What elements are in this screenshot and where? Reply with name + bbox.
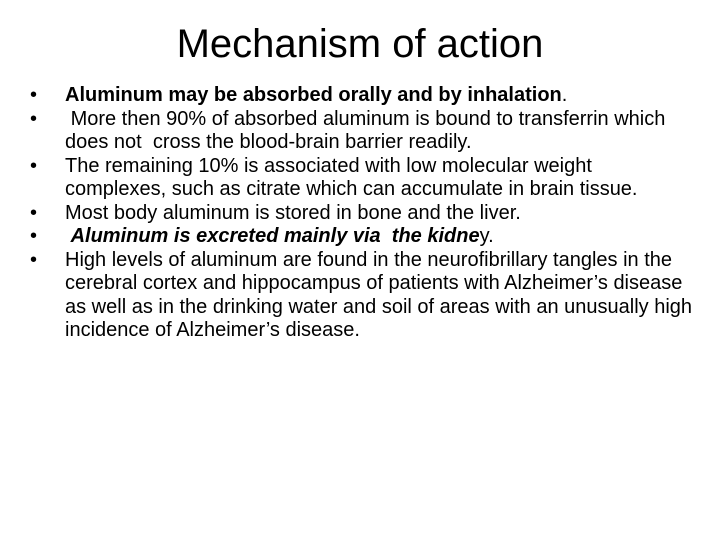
bullet-icon: • xyxy=(30,248,38,271)
bullet-text-bold: Aluminum may be absorbed orally and by inhalation xyxy=(65,84,562,106)
bullet-text: The remaining 10% is associated with low molecular weight complexes, such as citrate which can accumulate in brain tissue. xyxy=(65,154,638,200)
bullet-text-tail: . xyxy=(561,84,568,106)
bullet-item-transferrin xyxy=(30,108,698,155)
bullet-icon: • xyxy=(30,225,38,247)
bullet-text: More then 90% of absorbed aluminum is bound to transferrin which does not cross the blood-brain barrier readily. xyxy=(65,107,671,153)
bullet-item-absorption xyxy=(30,84,698,108)
bullet-icon: • xyxy=(30,154,38,177)
bullet-text-bold-italic: Aluminum is excreted mainly via the kidne xyxy=(65,225,480,247)
bullet-item-excretion xyxy=(30,225,698,249)
bullet-icon: • xyxy=(30,84,38,106)
bullet-item-storage xyxy=(30,202,698,226)
bullet-item-alzheimers xyxy=(30,249,698,343)
bullet-icon: • xyxy=(30,201,38,224)
slide-title: Mechanism of action xyxy=(176,22,544,66)
bullet-list xyxy=(30,84,698,343)
bullet-item-remaining xyxy=(30,155,698,202)
bullet-text: High levels of aluminum are found in the neurofibrillary tangles in the cerebral cortex and hippocampus of patients with Alzheimer’s disease as well as in the drinking water and soil of areas with an unusually high incidence of Alzheimer’s disease. xyxy=(65,248,693,341)
bullet-text: Most body aluminum is stored in bone and the liver. xyxy=(65,201,521,224)
bullet-text-tail: y. xyxy=(479,225,494,247)
bullet-icon: • xyxy=(30,107,38,130)
